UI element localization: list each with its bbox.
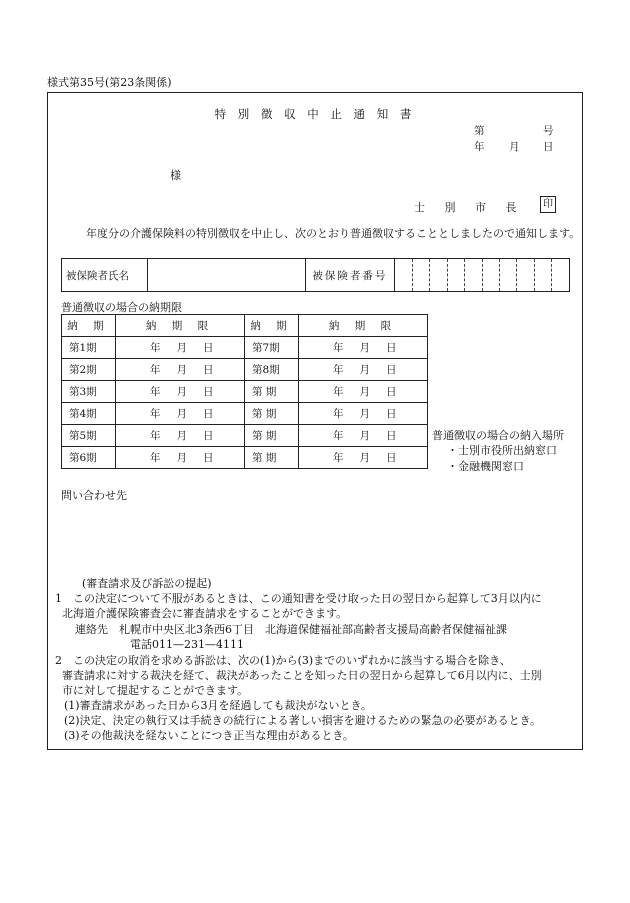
date-part-label: 月 <box>176 342 187 354</box>
deadline-row <box>62 403 428 425</box>
note-2-line: 2 この決定の取消を求める訴訟は、次の(1)から(3)までのいずれかに該当する場合を除き、 <box>55 654 511 667</box>
form-number-label: 様式第35号(第23条関係) <box>47 76 172 89</box>
deadline-date-cell <box>299 359 428 381</box>
deadline-row <box>62 447 428 469</box>
period-cell: 第4期 <box>62 403 116 425</box>
insured-info-table <box>61 258 570 292</box>
insured-number-digit <box>465 259 482 292</box>
deadline-date-cell <box>116 381 245 403</box>
date-part-label: 月 <box>176 430 187 442</box>
date-part-label: 日 <box>386 364 397 376</box>
period-cell: 第2期 <box>62 359 116 381</box>
period-cell: 第 期 <box>245 403 299 425</box>
date-part-label: 日 <box>203 386 214 398</box>
insured-number-digit <box>517 259 534 292</box>
deadline-row <box>62 359 428 381</box>
deadline-date-cell <box>116 425 245 447</box>
date-part-label: 年 <box>150 430 161 442</box>
notes-heading: (審査請求及び訴訟の提起) <box>82 577 212 590</box>
note-2-line: 市に対して提起することができます。 <box>62 684 249 697</box>
date-part-label: 年 <box>333 342 344 354</box>
deadline-header: 納 期 限 <box>116 315 245 337</box>
insured-number-digit <box>499 259 516 292</box>
date-part-label: 年 <box>150 452 161 464</box>
note-2-item: (3)その他裁決を経ないことにつき正当な理由があるとき。 <box>64 729 354 742</box>
date-part-label: 月 <box>176 408 187 420</box>
deadline-row <box>62 381 428 403</box>
insured-number-digit <box>430 259 447 292</box>
period-cell: 第8期 <box>245 359 299 381</box>
date-part-label: 月 <box>359 364 370 376</box>
document-title: 特 別 徴 収 中 止 通 知 書 <box>214 107 416 121</box>
date-part-label: 月 <box>176 364 187 376</box>
date-year-label: 年 <box>474 141 485 153</box>
date-part-label: 月 <box>176 452 187 464</box>
issuer-name: 士 別 市 長 <box>414 201 525 214</box>
date-day-label: 日 <box>543 141 554 153</box>
deadline-date-cell <box>299 337 428 359</box>
insured-number-digit <box>552 259 570 292</box>
period-cell: 第6期 <box>62 447 116 469</box>
date-part-label: 年 <box>150 386 161 398</box>
date-part-label: 月 <box>176 386 187 398</box>
note-1-contact: 連絡先 札幌市中央区北3条西6丁目 北海道保健福祉部高齢者支援局高齢者保健福祉課 <box>75 623 507 636</box>
insured-number-digit <box>534 259 551 292</box>
insured-number-digit <box>412 259 429 292</box>
insured-name-label: 被保険者氏名 <box>62 259 148 292</box>
period-header: 納 期 <box>62 315 116 337</box>
insured-number-digit <box>482 259 499 292</box>
seal-stamp: 印 <box>540 196 556 213</box>
date-part-label: 月 <box>359 430 370 442</box>
deadline-row <box>62 425 428 447</box>
date-part-label: 年 <box>150 408 161 420</box>
deadline-date-cell <box>116 403 245 425</box>
deadline-date-cell <box>116 337 245 359</box>
note-2-item: (2)決定、決定の執行又は手続きの続行による著しい損害を避けるための緊急の必要があるとき。 <box>64 714 542 727</box>
date-part-label: 年 <box>333 452 344 464</box>
note-2-item: (1)審査請求があった日から3月を経過しても裁決がないとき。 <box>64 699 373 712</box>
pay-place-title: 普通徴収の場合の納入場所 <box>432 429 564 442</box>
deadline-row <box>62 337 428 359</box>
date-part-label: 日 <box>203 430 214 442</box>
deadline-caption: 普通徴収の場合の納期限 <box>61 301 182 314</box>
deadline-date-cell <box>299 425 428 447</box>
deadline-table <box>61 314 428 469</box>
date-part-label: 年 <box>333 364 344 376</box>
date-part-label: 月 <box>359 452 370 464</box>
date-part-label: 年 <box>333 408 344 420</box>
date-part-label: 日 <box>386 452 397 464</box>
insured-name-field <box>148 259 305 292</box>
note-1-line: 1 この決定について不服があるときは、この通知書を受け取った日の翌日から起算して3月以内に <box>55 592 542 605</box>
period-cell: 第 期 <box>245 381 299 403</box>
date-part-label: 日 <box>386 408 397 420</box>
date-part-label: 年 <box>333 430 344 442</box>
date-part-label: 年 <box>150 342 161 354</box>
note-1-phone: 電話011—231—4111 <box>130 638 244 651</box>
deadline-date-cell <box>116 359 245 381</box>
period-header: 納 期 <box>245 315 299 337</box>
deadline-date-cell <box>299 403 428 425</box>
date-part-label: 日 <box>203 408 214 420</box>
insured-number-digit <box>447 259 464 292</box>
period-cell: 第5期 <box>62 425 116 447</box>
date-part-label: 月 <box>359 408 370 420</box>
period-cell: 第 期 <box>245 447 299 469</box>
pay-place-item: ・金融機関窓口 <box>447 460 524 473</box>
date-part-label: 月 <box>359 386 370 398</box>
date-part-label: 日 <box>203 364 214 376</box>
intro-text: 年度分の介護保険料の特別徴収を中止し、次のとおり普通徴収することとしましたので通知します。 <box>86 227 581 240</box>
date-part-label: 日 <box>203 452 214 464</box>
addressee-suffix: 様 <box>170 169 181 182</box>
deadline-date-cell <box>299 447 428 469</box>
deadline-header: 納 期 限 <box>299 315 428 337</box>
date-part-label: 日 <box>386 430 397 442</box>
note-2-line: 審査請求に対する裁決を経て、裁決があったことを知った日の翌日から起算して6月以内に、士別 <box>62 669 542 682</box>
note-1-line: 北海道介護保険審査会に審査請求をすることができます。 <box>62 607 348 620</box>
insured-number-digit <box>395 259 412 292</box>
contact-label: 問い合わせ先 <box>61 489 127 502</box>
period-cell: 第1期 <box>62 337 116 359</box>
date-part-label: 日 <box>386 342 397 354</box>
doc-number-suffix: 号 <box>543 125 554 137</box>
period-cell: 第 期 <box>245 425 299 447</box>
insured-number-label: 被保険者番号 <box>305 259 394 292</box>
date-part-label: 年 <box>333 386 344 398</box>
deadline-date-cell <box>299 381 428 403</box>
date-month-label: 月 <box>509 141 520 153</box>
date-part-label: 日 <box>203 342 214 354</box>
period-cell: 第7期 <box>245 337 299 359</box>
deadline-date-cell <box>116 447 245 469</box>
date-part-label: 日 <box>386 386 397 398</box>
period-cell: 第3期 <box>62 381 116 403</box>
date-part-label: 年 <box>150 364 161 376</box>
pay-place-item: ・士別市役所出納窓口 <box>447 444 557 457</box>
date-part-label: 月 <box>359 342 370 354</box>
doc-number-prefix: 第 <box>474 125 485 137</box>
